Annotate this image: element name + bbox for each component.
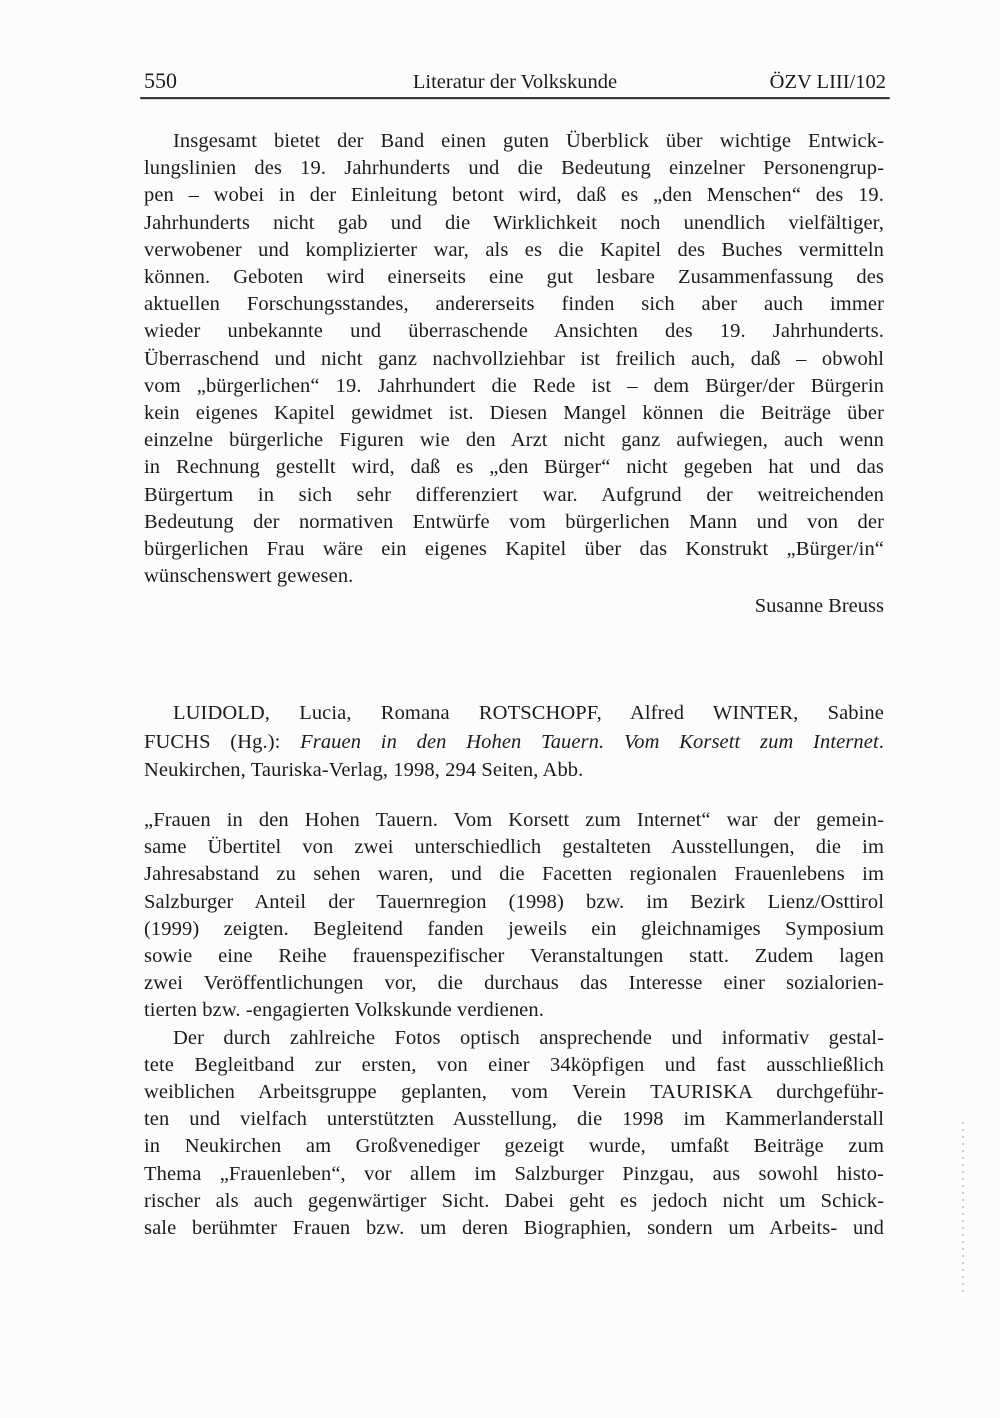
text-line: bürgerlichen Frau wäre ein eigenes Kapitel über das Konstrukt „Bürger/in“ [144,538,884,561]
text-line: kein eigenes Kapitel gewidmet ist. Diesen Mangel können die Beiträge über [144,402,884,425]
text-line [144,728,884,757]
text-line: Der durch zahlreiche Fotos optisch ansprechende und informativ gestal- [173,1026,884,1049]
scan-artifact [962,1122,964,1292]
text-line: sale berühmter Frauen bzw. um deren Biographien, sondern um Arbeits- und [144,1217,884,1240]
page-header [144,68,886,94]
body-paragraph-exhibitions [144,807,884,1025]
text-line: aktuellen Forschungsstandes, andererseits finden sich aber auch immer [144,293,884,316]
body-paragraph-begleitband [144,1025,884,1243]
text-line: Bedeutung der normativen Entwürfe vom bürgerlichen Mann und von der [144,510,884,533]
page-number: 550 [144,68,177,93]
text-line: tete Begleitband zur ersten, von einer 34köpfigen und fast ausschließlich [144,1053,884,1076]
text-line: können. Geboten wird einerseits eine gut lesbare Zusammenfassung des [144,266,884,289]
text-line: Überraschend und nicht ganz nachvollziehbar ist freilich auch, daß – obwohl [144,347,884,370]
book-citation [144,699,884,785]
text-line: weiblichen Arbeitsgruppe geplanten, vom Verein TAURISKA durchgeführ- [144,1081,884,1104]
text-line: LUIDOLD, Lucia, Romana ROTSCHOPF, Alfred WINTER, Sabine [173,702,884,724]
text-line: Jahresabstand zu sehen waren, und die Facetten regionalen Frauenlebens im [144,863,884,886]
text-line: (1999) zeigten. Begleitend fanden jeweils ein gleichnamiges Symposium [144,917,884,940]
text-line: rischer als auch gegenwärtiger Sicht. Dabei geht es jedoch nicht um Schick- [144,1189,884,1212]
text-line: same Übertitel von zwei unterschiedlich gestalteten Ausstellungen, die im [144,836,884,859]
text-line: zwei Veröffentlichungen vor, die durchaus das Interesse einer sozialorien- [144,972,884,995]
text-line: wieder unbekannte und überraschende Ansichten des 19. Jahrhunderts. [144,320,884,343]
text-line: lungslinien des 19. Jahrhunderts und die Bedeutung einzelner Personengrup- [144,157,884,180]
text-line: vom „bürgerlichen“ 19. Jahrhundert die Rede ist – dem Bürger/der Bürgerin [144,374,884,397]
text-line: in Rechnung gestellt wird, daß es „den Bürger“ nicht gegeben hat und das [144,456,884,479]
text-line: „Frauen in den Hohen Tauern. Vom Korsett zum Internet“ war der gemein- [144,809,884,831]
text-line: Insgesamt bietet der Band einen guten Überblick über wichtige Entwick- [173,130,884,152]
text-line: Salzburger Anteil der Tauernregion (1998) bzw. im Bezirk Lienz/Osttirol [144,890,884,913]
text-line: wünschenswert gewesen. [144,565,354,588]
text-line: Jahrhunderts nicht gab und die Wirklichkeit noch unendlich vielfältiger, [144,211,884,234]
running-title: Literatur der Volkskunde [412,71,618,93]
text-line: pen – wobei in der Einleitung betont wird, daß es „den Menschen“ des 19. [144,184,884,207]
book-title-italic: Frauen in den Hohen Tauern. Vom Korsett zum Internet [300,730,879,753]
text-line: in Neukirchen am Großvenediger gezeigt wurde, umfaßt Beiträge zum [144,1135,884,1158]
review-closing-paragraph [144,128,884,590]
review-body [144,807,884,1242]
text-line: sowie eine Reihe frauenspezifischer Veranstaltungen statt. Zudem lagen [144,945,884,968]
text-line: verwobener und komplizierter war, als es die Kapitel des Buches vermitteln [144,238,884,261]
header-rule [140,97,890,99]
reviewer-signature: Susanne Breuss [754,595,884,617]
text-line: tierten bzw. -engagierten Volkskunde verdienen. [144,999,544,1022]
text-line: Thema „Frauenleben“, vor allem im Salzburger Pinzgau, aus sowohl histo- [144,1162,884,1185]
issue-label: ÖZV LIII/102 [769,71,886,93]
text-line: einzelne bürgerliche Figuren wie den Arzt nicht ganz aufwiegen, auch wenn [144,429,884,452]
text-line: Bürgertum in sich sehr differenziert war. Aufgrund der weitreichenden [144,483,884,506]
citation-text: FUCHS (Hg.): [144,730,301,753]
citation-text: . [878,730,884,753]
text-line: Neukirchen, Tauriska-Verlag, 1998, 294 Seiten, Abb. [144,759,584,782]
text-line: ten und vielfach unterstützten Ausstellung, die 1998 im Kammerlanderstall [144,1108,884,1131]
